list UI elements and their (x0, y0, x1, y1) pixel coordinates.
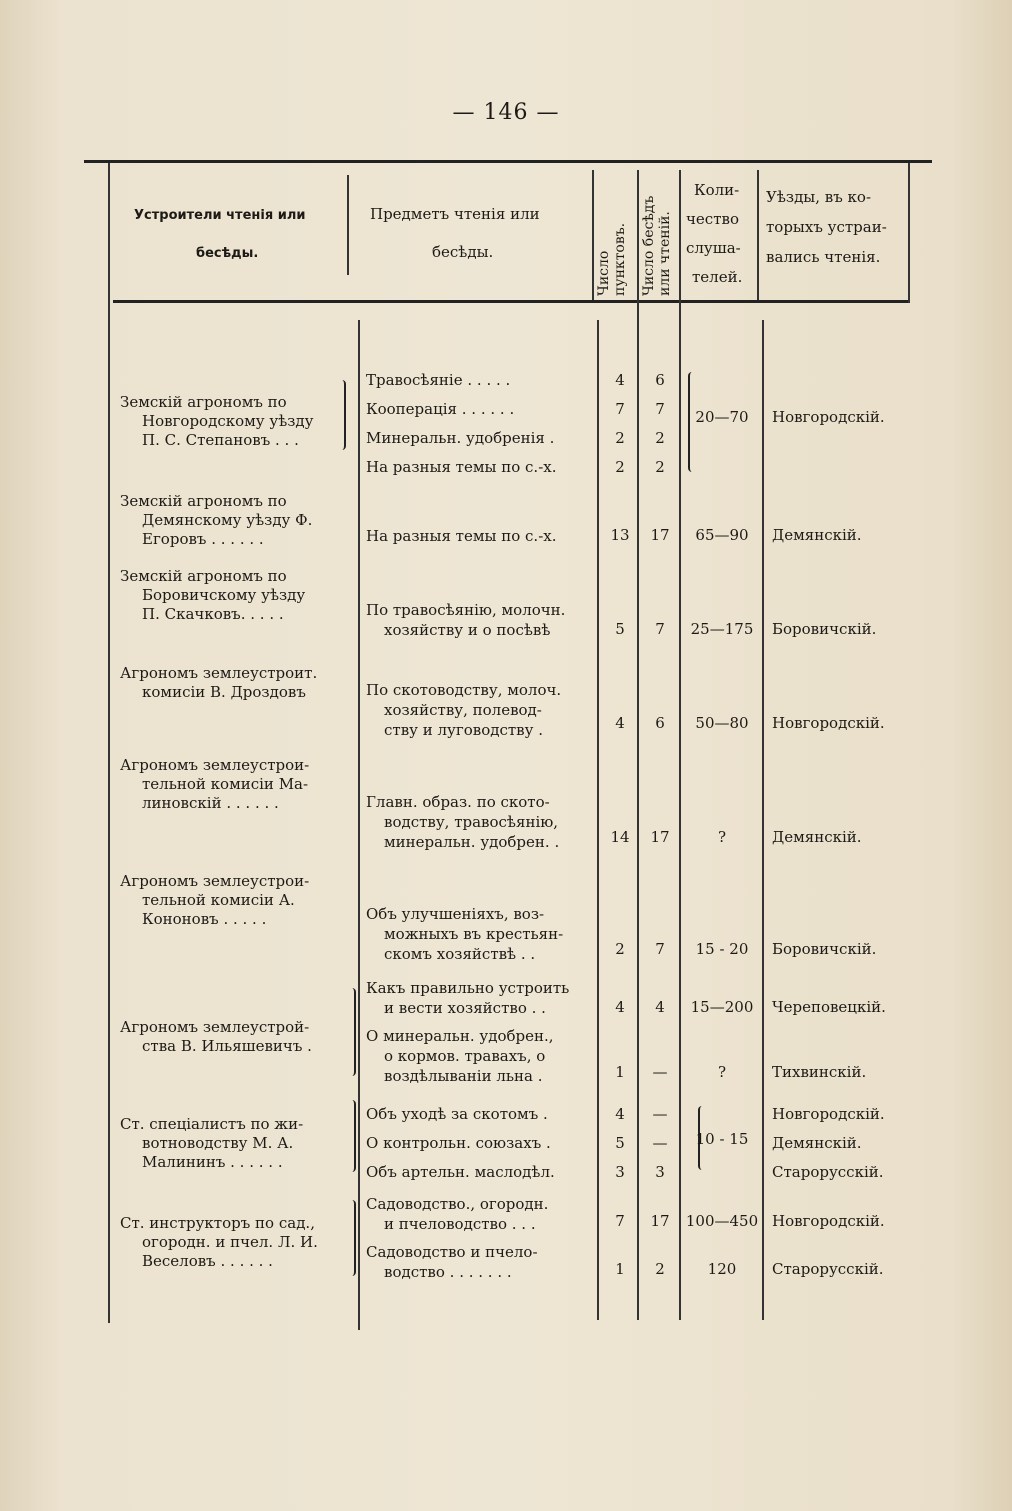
subject-line: По травосѣянію, молочн. (366, 601, 566, 619)
header-talks-line1: Число бесѣдъ (641, 195, 657, 296)
brace (338, 380, 346, 450)
points-value: 5 (615, 1134, 625, 1152)
subject-cell (366, 904, 594, 964)
subject-line: Садоводство., огородн. (366, 1195, 549, 1213)
talks-value: — (652, 1063, 668, 1081)
column-rule (358, 320, 360, 1330)
subject-line: воздѣлываніи льна . (384, 1067, 543, 1085)
subject-line: и вести хозяйство . . (384, 999, 546, 1017)
subject-cell (366, 978, 594, 1018)
organizer-line: ства В. Ильяшевичъ . (142, 1037, 312, 1055)
points-value: 4 (615, 371, 625, 389)
organizer-line: Егоровъ . . . . . . (142, 530, 264, 548)
subject-cell (366, 1026, 594, 1086)
subject-line: О контрольн. союзахъ . (366, 1134, 551, 1152)
subject-line: Объ уходѣ за скотомъ . (366, 1105, 548, 1123)
points-value: 1 (615, 1063, 625, 1081)
header-districts-l2: торыхъ устраи- (766, 218, 887, 236)
subject-line: Кооперація . . . . . . (366, 400, 515, 418)
column-rule (762, 320, 764, 1320)
header-organizers-line1: Устроители чтенія или (134, 208, 306, 223)
organizer-line: вотноводству М. А. (142, 1134, 294, 1152)
talks-value: 2 (655, 458, 665, 476)
subject-cell (366, 600, 594, 640)
district-value: Новгородскій. (772, 408, 885, 426)
table-row-organizer (120, 1214, 344, 1271)
header-subject-line2: бесѣды. (432, 243, 494, 261)
table-top-rule (84, 160, 932, 163)
table-row-organizer (120, 393, 344, 450)
subject-line: ству и луговодству . (384, 721, 543, 739)
points-value: 13 (610, 526, 630, 544)
talks-value: 17 (650, 828, 670, 846)
header-districts (766, 182, 887, 272)
district-value: Демянскій. (772, 1134, 862, 1152)
talks-cell (643, 366, 677, 482)
header-subject-line1: Предметъ чтенія или (370, 205, 540, 223)
organizer-line: Земскій агрономъ по (120, 492, 287, 510)
points-value: 4 (615, 1105, 625, 1123)
subject-cell (366, 1242, 594, 1282)
points-value: 4 (615, 714, 625, 732)
header-listeners-l2: чество (686, 210, 739, 228)
organizer-line: Агрономъ землеустрои- (120, 756, 310, 774)
column-rule (347, 175, 349, 275)
subject-line: водству, травосѣянію, (384, 813, 559, 831)
subject-line: На разныя темы по с.-х. (366, 527, 557, 545)
subject-line: Какъ правильно устроить (366, 979, 570, 997)
listeners-value: 120 (707, 1260, 737, 1278)
column-rule (679, 170, 681, 1320)
points-value: 2 (615, 429, 625, 447)
talks-value: 2 (655, 1260, 665, 1278)
talks-cell (643, 1100, 677, 1187)
organizer-line: Веселовъ . . . . . . (142, 1252, 273, 1270)
header-talks (641, 196, 673, 296)
points-cell (603, 1100, 637, 1187)
table-row-organizer (120, 1018, 344, 1056)
column-rule (108, 163, 110, 1323)
listeners-value: 25—175 (690, 620, 754, 638)
listeners-value: 20—70 (695, 408, 749, 426)
points-value: 1 (615, 1260, 625, 1278)
district-value: Старорусскій. (772, 1260, 884, 1278)
talks-value: — (652, 1105, 668, 1123)
organizer-line: Кононовъ . . . . . (142, 910, 267, 928)
organizer-line: П. С. Степановъ . . . (142, 431, 299, 449)
column-rule (757, 170, 759, 300)
district-value: Новгородскій. (772, 714, 885, 732)
points-value: 3 (615, 1163, 625, 1181)
header-listeners-l4: телей. (692, 268, 743, 286)
subject-line: Травосѣяніе . . . . . (366, 371, 511, 389)
organizer-line: Боровичскому уѣзду (142, 586, 306, 604)
talks-value: 3 (655, 1163, 665, 1181)
district-cell (772, 1100, 912, 1187)
subject-line: Минеральн. удобренія . (366, 429, 555, 447)
organizer-line: тельной комисіи А. (142, 891, 295, 909)
header-listeners-l1: Коли- (694, 181, 740, 199)
organizer-line: Малининъ . . . . . . (142, 1153, 283, 1171)
listeners-value: 65—90 (695, 526, 749, 544)
column-rule (637, 170, 639, 1320)
subject-line: На разныя темы по с.-х. (366, 458, 557, 476)
header-districts-l1: Уѣзды, въ ко- (766, 188, 872, 206)
organizer-line: тельной комисіи Ма- (142, 775, 309, 793)
header-subject (370, 200, 540, 266)
table-row-organizer (120, 1115, 344, 1172)
talks-value: 7 (655, 400, 665, 418)
subject-line: скомъ хозяйствѣ . . (384, 945, 536, 963)
subject-line: Объ артельн. маслодѣл. (366, 1163, 555, 1181)
listeners-value: 10 - 15 (695, 1130, 749, 1148)
brace (348, 988, 356, 1076)
header-points-line2: пунктовъ. (612, 222, 628, 296)
organizer-line: Земскій агрономъ по (120, 567, 287, 585)
subject-line: хозяйству и о посѣвѣ (384, 621, 551, 639)
header-listeners (686, 176, 742, 292)
header-talks-line2: или чтеній. (657, 211, 673, 296)
talks-value: 7 (655, 620, 665, 638)
district-value: Боровичскій. (772, 940, 877, 958)
district-value: Новгородскій. (772, 1212, 885, 1230)
column-rule (592, 170, 594, 300)
header-points (596, 223, 628, 296)
header-points-line1: Число (596, 250, 612, 296)
district-value: Череповецкій. (772, 998, 886, 1016)
talks-value: 4 (655, 998, 665, 1016)
organizer-line: Новгородскому уѣзду (142, 412, 314, 430)
district-value: Демянскій. (772, 526, 862, 544)
subject-cell (366, 1194, 594, 1234)
page-number: — 146 — (452, 100, 560, 125)
subject-line: О минеральн. удобрен., (366, 1027, 554, 1045)
listeners-value: 50—80 (695, 714, 749, 732)
organizer-line: Ст. инструкторъ по сад., (120, 1214, 315, 1232)
points-value: 7 (615, 400, 625, 418)
header-districts-l3: вались чтенія. (766, 248, 881, 266)
listeners-value: 15 - 20 (695, 940, 749, 958)
subject-line: минеральн. удобрен. . (384, 833, 560, 851)
district-value: Боровичскій. (772, 620, 877, 638)
subject-line: По скотоводству, молоч. (366, 681, 562, 699)
talks-value: 17 (650, 1212, 670, 1230)
points-value: 14 (610, 828, 630, 846)
points-value: 4 (615, 998, 625, 1016)
brace (348, 1200, 356, 1276)
header-organizers (134, 202, 305, 268)
talks-value: 6 (655, 714, 665, 732)
organizer-line: комисіи В. Дроздовъ (142, 683, 306, 701)
brace (348, 1100, 356, 1172)
district-value: Новгородскій. (772, 1105, 885, 1123)
subject-line: Садоводство и пчело- (366, 1243, 538, 1261)
table-row-organizer (120, 872, 344, 929)
table-header-rule (113, 300, 909, 303)
talks-value: — (652, 1134, 668, 1152)
table-row-organizer (120, 567, 344, 624)
district-value: Демянскій. (772, 828, 862, 846)
district-value: Тихвинскій. (772, 1063, 867, 1081)
organizer-line: П. Скачковъ. . . . . (142, 605, 284, 623)
header-organizers-line2: бесѣды. (196, 246, 259, 261)
points-value: 2 (615, 458, 625, 476)
subject-cell (366, 792, 594, 852)
header-listeners-l3: слуша- (686, 239, 741, 257)
subject-line: о кормов. травахъ, о (384, 1047, 546, 1065)
subject-cell (366, 366, 594, 482)
table-row-organizer (120, 756, 344, 813)
talks-value: 17 (650, 526, 670, 544)
organizer-line: Демянскому уѣзду Ф. (142, 511, 313, 529)
points-value: 2 (615, 940, 625, 958)
listeners-value: 15—200 (690, 998, 754, 1016)
subject-cell (366, 1100, 594, 1187)
listeners-value: ? (717, 828, 727, 846)
talks-value: 2 (655, 429, 665, 447)
talks-value: 7 (655, 940, 665, 958)
points-value: 5 (615, 620, 625, 638)
subject-line: хозяйству, полевод- (384, 701, 542, 719)
subject-line: Главн. образ. по ското- (366, 793, 550, 811)
subject-line: водство . . . . . . . (384, 1263, 512, 1281)
listeners-value: ? (717, 1063, 727, 1081)
talks-value: 6 (655, 371, 665, 389)
subject-line: Объ улучшеніяхъ, воз- (366, 905, 545, 923)
subject-line: и пчеловодство . . . (384, 1215, 536, 1233)
organizer-line: огородн. и пчел. Л. И. (142, 1233, 318, 1251)
organizer-line: Агрономъ землеустрой- (120, 1018, 310, 1036)
organizer-line: Земскій агрономъ по (120, 393, 287, 411)
organizer-line: Агрономъ землеустрои- (120, 872, 310, 890)
column-rule (597, 320, 599, 1320)
organizer-line: Ст. спеціалистъ по жи- (120, 1115, 304, 1133)
district-value: Старорусскій. (772, 1163, 884, 1181)
table-row-organizer (120, 492, 344, 549)
subject-line: можныхъ въ крестьян- (384, 925, 564, 943)
points-value: 7 (615, 1212, 625, 1230)
organizer-line: Агрономъ землеустроит. (120, 664, 318, 682)
table-row-organizer (120, 664, 344, 702)
organizer-line: линовскій . . . . . . (142, 794, 279, 812)
points-cell (603, 366, 637, 482)
subject-cell (366, 680, 594, 740)
listeners-value: 100—450 (685, 1212, 759, 1230)
column-rule (908, 163, 910, 303)
